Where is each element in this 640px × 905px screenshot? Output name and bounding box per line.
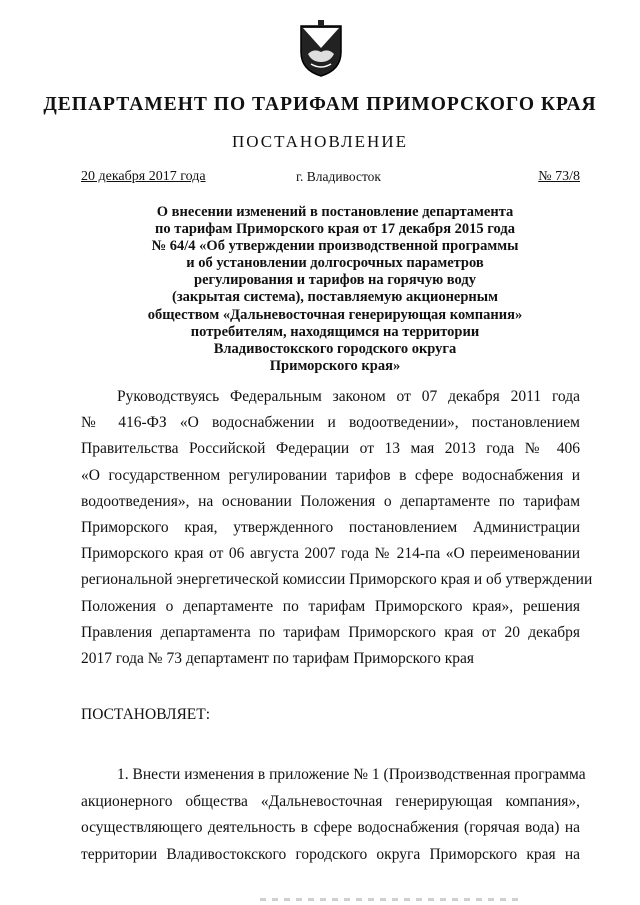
- title-line: потребителям, находящимся на территории: [190, 323, 480, 340]
- title-line: Приморского края»: [269, 357, 401, 374]
- item-line: территории Владивостокского городского округа Приморского края на: [81, 845, 580, 863]
- coat-of-arms-icon: [296, 18, 346, 78]
- title-line: (закрытая система), поставляемую акционерным: [171, 289, 498, 306]
- title-line: обществом «Дальневосточная генерирующая компания»: [147, 306, 523, 323]
- title-line: регулирования и тарифов на горячую воду: [194, 272, 476, 289]
- document-number: № 73/8: [538, 169, 580, 184]
- body-line: Руководствуясь Федеральным законом от 07 декабря 2011 года: [117, 388, 580, 405]
- resolves-heading: ПОСТАНОВЛЯЕТ:: [81, 706, 211, 723]
- document-city: г. Владивосток: [296, 169, 381, 184]
- title-line: Владивостокского городского округа: [213, 340, 457, 357]
- document-type: ПОСТАНОВЛЕНИЕ: [231, 132, 408, 151]
- body-line: 2017 года № 73 департамент по тарифам Приморского края: [81, 649, 475, 667]
- item-line: 1. Внести изменения в приложение № 1 (Производственная программа: [117, 766, 586, 783]
- document-title: [120, 204, 550, 375]
- body-line: Правительства Российской Федерации от 13 мая 2013 года № 406: [81, 440, 580, 458]
- body-line: региональной энергетической комиссии Приморского края и об утверждении: [81, 571, 593, 589]
- title-line: и об установлении долгосрочных параметров: [186, 255, 484, 272]
- cut-off-text-line: [260, 898, 520, 901]
- body-line: № 416-ФЗ «О водоснабжении и водоотведении», постановлением: [81, 414, 580, 432]
- body-line: Положения о департаменте по тарифам Приморского края», решения: [81, 597, 580, 615]
- title-line: № 64/4 «Об утверждении производственной программы: [151, 238, 519, 255]
- title-line: по тарифам Приморского края от 17 декабря 2015 года: [155, 221, 515, 238]
- item-line: акционерного общества «Дальневосточная генерирующая компания»,: [81, 792, 580, 810]
- item-line: осуществляющего деятельность в сфере водоснабжения (горячая вода) на: [81, 819, 580, 836]
- resolution-item-1: [81, 762, 586, 868]
- department-name: ДЕПАРТАМЕНТ ПО ТАРИФАМ ПРИМОРСКОГО КРАЯ: [43, 94, 597, 115]
- body-line: водоотведения», на основании Положения о департаменте по тарифам: [81, 492, 580, 510]
- preamble-paragraph: [81, 384, 593, 672]
- body-line: «О государственном регулировании тарифов в сфере водоснабжения и: [81, 466, 580, 484]
- title-line: О внесении изменений в постановление департамента: [156, 204, 514, 220]
- document-date: 20 декабря 2017 года: [81, 169, 206, 184]
- body-line: Приморского края от 06 августа 2007 года № 214-па «О переименовании: [81, 545, 580, 563]
- body-line: Приморского края, утвержденного постановлением Администрации: [81, 518, 580, 536]
- body-line: Правления департамента по тарифам Приморского края от 20 декабря: [81, 623, 580, 641]
